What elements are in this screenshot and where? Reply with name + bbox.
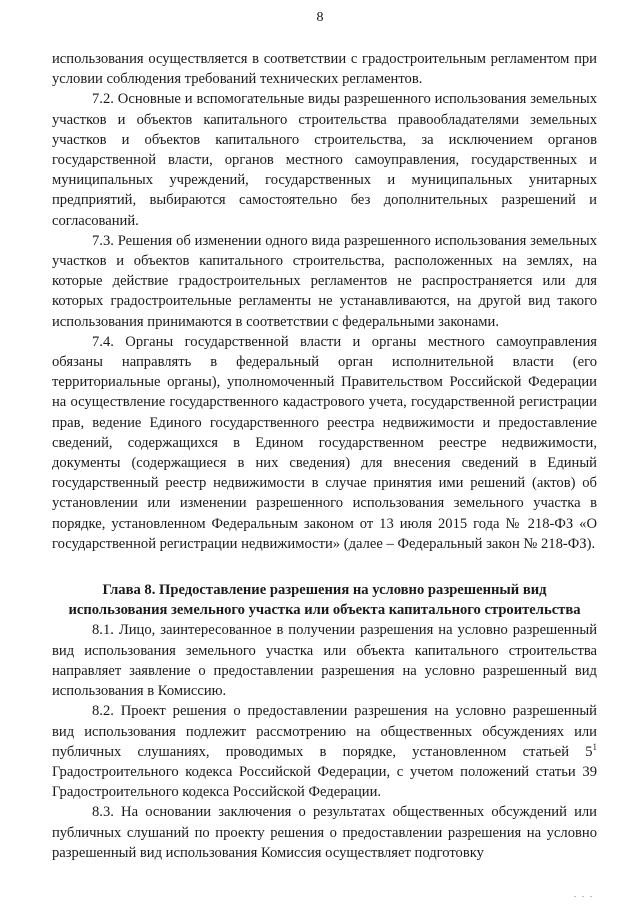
- paragraph-8-3: 8.3. На основании заключения о результатах общественных обсуждений или публичных слушаний по проекту решения о предоставлении разрешения на условно разрешенный вид использования Комиссия осуществляет подготовку: [52, 804, 597, 861]
- paragraph-7-2: 7.2. Основные и вспомогательные виды разрешенного использования земельных участков и объектов капитального строительства правообладателями земельных участков и объектов капитального строительства, за исключением органов государственной власти, органов местного самоуправления, государственных и муниципальных учреждений, государственных и муниципальных унитарных предприятий, выбираются самостоятельно без дополнительных разрешений и согласований.: [52, 91, 597, 229]
- footer-mark: . . .: [574, 890, 594, 899]
- paragraph-7-4: 7.4. Органы государственной власти и органы местного самоуправления обязаны направлять в федеральный орган исполнительной власти (его территориальные органы), уполномоченный Правительством Российской Федерации на осуществление государственного кадастрового учета, государственной регистрации прав, ведение Единого государственного реестра недвижимости и предоставление сведений, содержащихся в Едином государственном реестре недвижимости, документы (содержащиеся в них сведения) для внесения сведений в Единый государственный реестр недвижимости в случае принятия ими решений (актов) об установлении или изменении разрешенного использования земельного участка в порядке, установленном Федеральным законом от 13 июля 2015 года № 218-ФЗ «О государственной регистрации недвижимости» (далее – Федеральный закон № 218-ФЗ).: [52, 333, 597, 552]
- paragraph-8-1: 8.1. Лицо, заинтересованное в получении разрешения на условно разрешенный вид использования земельного участка или объекта капитального строительства направляет заявление о предоставлении разрешения на условно разрешенный вид использования в Комиссию.: [52, 622, 597, 700]
- paragraph-8-2: [52, 701, 597, 802]
- paragraph-8-2-text-cont: Градостроительного кодекса Российской Федерации, с учетом положений статьи 39 Градостроительного кодекса Российской Федерации.: [52, 763, 597, 801]
- chapter-8-title: Глава 8. Предоставление разрешения на условно разрешенный вид использования земельного участка или объекта капитального строительства: [68, 582, 581, 619]
- intro-paragraph: использования осуществляется в соответствии с градостроительным регламентом при условии соблюдения требований технических регламентов.: [52, 51, 597, 88]
- paragraph-7-3: 7.3. Решения об изменении одного вида разрешенного использования земельных участков и объектов капитального строительства, расположенных на землях, на которые действие градостроительных регламентов не распространяется или для которых градостроительные регламенты не устанавливаются, на другой вид такого использования принимаются в соответствии с федеральными законами.: [52, 232, 597, 330]
- article-superscript: 1: [592, 741, 597, 752]
- document-body: [52, 49, 597, 863]
- paragraph-8-2-text: 8.2. Проект решения о предоставлении разрешения на условно разрешенный вид использования подлежит рассмотрению на общественных обсуждениях или публичных слушаниях, проводимых в порядке, установленном статьей 5: [52, 703, 597, 760]
- page-number: 8: [316, 10, 324, 25]
